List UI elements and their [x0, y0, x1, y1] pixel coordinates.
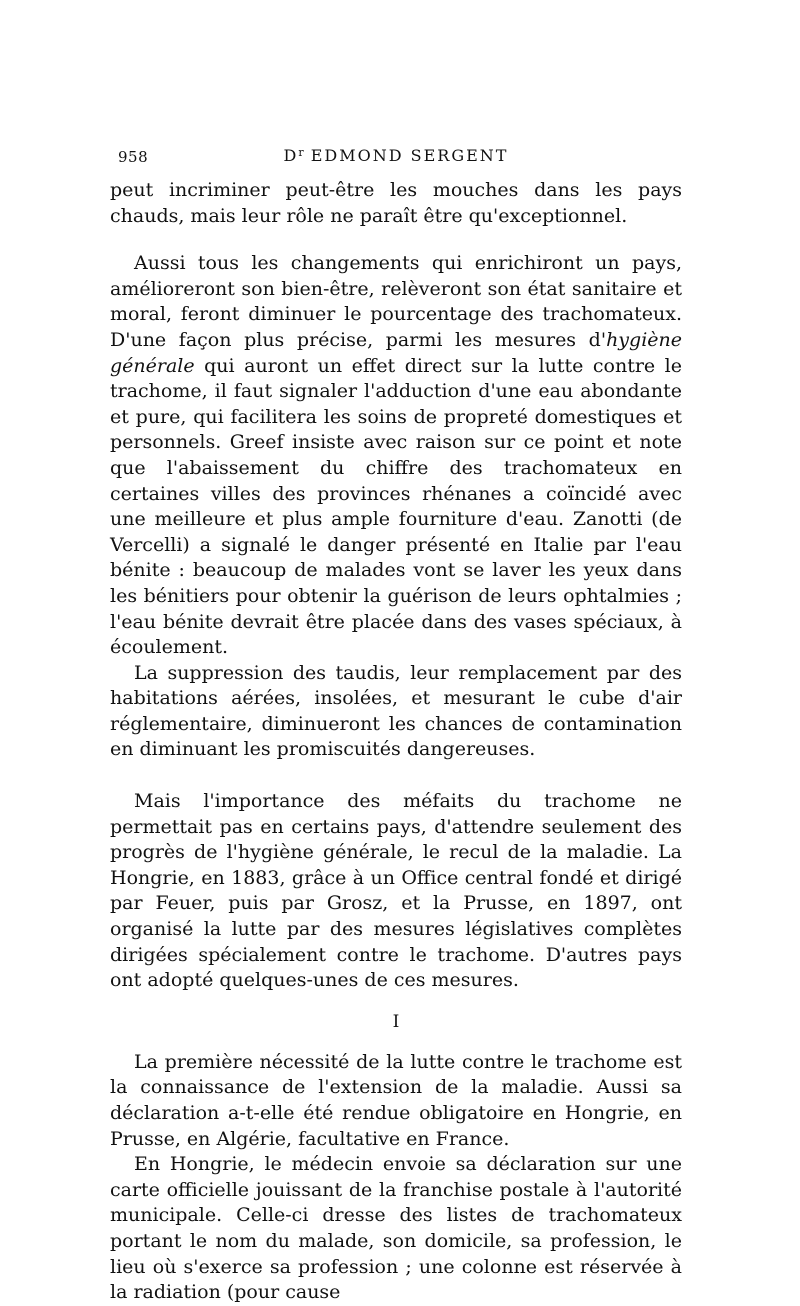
paragraph-gap	[110, 763, 682, 789]
paragraph-hygiene-text-start: Aussi tous les changements qui enrichiront un pays, amélioreront son bien-être, relèveront son état sanitaire et moral, feront diminuer le pourcentage des trachomateux. D'une façon plus précise, parmi les mesures d'	[110, 252, 682, 351]
book-page	[110, 142, 682, 1306]
author-prefix-superscript: r	[298, 146, 304, 159]
paragraph-mesures-legislatives: Mais l'importance des méfaits du trachome ne permettait pas en certains pays, d'attendre seulement des progrès de l'hygiène générale, le recul de la maladie. La Hongrie, en 1883, grâce à un Office central fondé et dirigé par Feuer, puis par Grosz, et la Prusse, en 1897, ont organisé la lutte par des mesures législatives complètes dirigées spécialement contre le trachome. D'autres pays ont adopté quelques-unes de ces mesures.	[110, 790, 682, 992]
paragraph-declaration: La première nécessité de la lutte contre le trachome est la connaissance de l'extension de la maladie. Aussi sa déclaration a-t-elle été rendue obligatoire en Hongrie, en Prusse, en Algérie, facultative en France.	[110, 1050, 682, 1150]
paragraph-hygiene-generale	[110, 251, 682, 661]
section-number: I	[392, 1011, 400, 1032]
paragraph-taudis: La suppression des taudis, leur remplacement par des habitations aérées, insolées, et mesurant le cube d'air réglementaire, diminueront les chances de contamination en diminuant les promiscuités dangereuses.	[110, 661, 682, 761]
page-header	[110, 142, 682, 178]
author-name: EDMOND SERGENT	[303, 146, 509, 165]
page-number: 958	[118, 148, 149, 166]
paragraph-hongrie: En Hongrie, le médecin envoie sa déclaration sur une carte officielle jouissant de la franchise postale à l'autorité municipale. Celle-ci dresse des listes de trachomateux portant le nom du malade, son domicile, sa profession, le lieu où s'exerce sa profession ; une colonne est réservée à la radiation (pour cause	[110, 1153, 682, 1304]
paragraph-mouches: peut incriminer peut-être les mouches dans les pays chauds, mais leur rôle ne paraît être qu'exceptionnel.	[110, 179, 682, 227]
body-text	[110, 178, 682, 1306]
running-head	[110, 146, 682, 165]
paragraph-hygiene-italic: hygiène générale	[110, 328, 682, 377]
paragraph-gap	[110, 229, 682, 251]
author-prefix: D	[283, 146, 299, 165]
paragraph-hygiene-text-end: qui auront un effet direct sur la lutte contre le trachome, il faut signaler l'adduction d'une eau abondante et pure, qui facilitera les soins de propreté domestiques et personnels. Greef insiste avec raison sur ce point et note que l'abaissement du chiffre des trachomateux en certaines villes des provinces rhénanes a coïncidé avec une meilleure et plus ample fourniture d'eau. Zanotti (de Vercelli) a signalé le danger présenté en Italie par l'eau bénite : beaucoup de malades vont se laver les yeux dans les bénitiers pour obtenir la guérison de leurs ophtalmies ; l'eau bénite devrait être placée dans des vases spéciaux, à écoulement.	[110, 354, 682, 659]
